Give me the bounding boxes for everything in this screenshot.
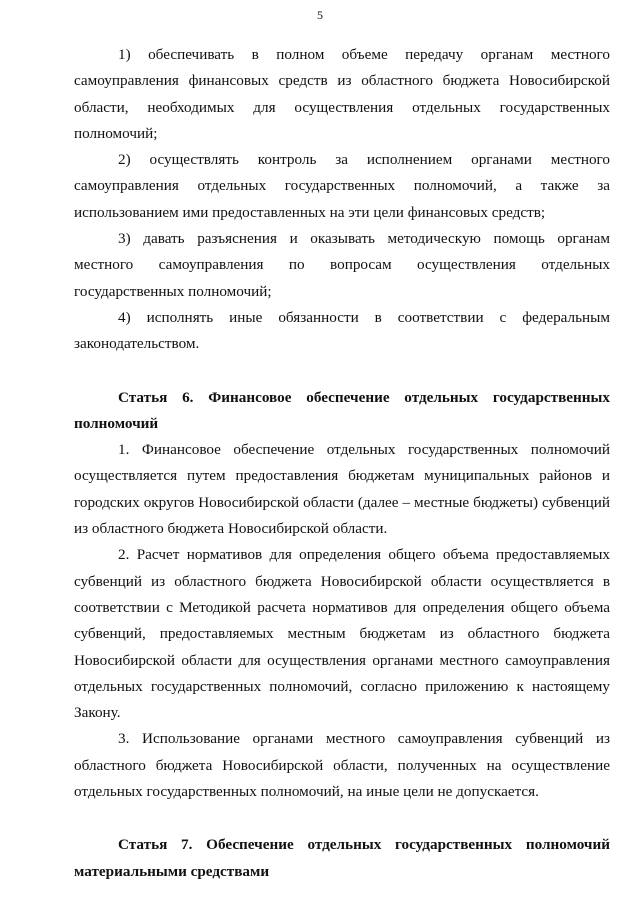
- list-item-1: 1) обеспечивать в полном объеме передачу органам местного самоуправления финансовых средств из областного бюджета Новосибирской области, необходимых для осуществления отдельных государственных полномочий;: [74, 46, 610, 142]
- list-item-4: 4) исполнять иные обязанности в соответствии с федеральным законодательством.: [74, 308, 610, 353]
- article-6-paragraph-3: 3. Использование органами местного самоуправления субвенций из областного бюджета Новосибирской области, полученных на осуществление отдельных государственных полномочий, на иные цели не допускается.: [74, 730, 610, 801]
- article-6-heading: Статья 6. Финансовое обеспечение отдельных государственных полномочий: [74, 388, 610, 432]
- page-number: 5: [317, 8, 323, 22]
- list-item-3: 3) давать разъяснения и оказывать методическую помощь органам местного самоуправления по вопросам осуществления отдельных государственных полномочий;: [74, 230, 610, 300]
- article-6-paragraph-2: 2. Расчет нормативов для определения общего объема предоставляемых субвенций из областного бюджета Новосибирской области осуществляется в соответствии с Методикой расчета нормативов для определения общего объема субвенций, предоставляемых местным бюджетам из областного бюджета Новосибирской области для осуществления органами местного самоуправления отдельных государственных полномочий, согласно приложению к настоящему Закону.: [74, 546, 610, 722]
- article-6-paragraph-1: 1. Финансовое обеспечение отдельных государственных полномочий осуществляется путем предоставления бюджетам муниципальных районов и городских округов Новосибирской области (далее – местные бюджеты) субвенций из областного бюджета Новосибирской области.: [74, 441, 610, 538]
- section-gap: [74, 805, 610, 832]
- page-content: [74, 42, 610, 885]
- list-item-2: 2) осуществлять контроль за исполнением органами местного самоуправления отдельных государственных полномочий, а также за использованием ими предоставленных на эти цели финансовых средств;: [74, 151, 610, 221]
- article-7-heading: Статья 7. Обеспечение отдельных государственных полномочий материальными средствами: [74, 836, 610, 880]
- section-gap: [74, 358, 610, 385]
